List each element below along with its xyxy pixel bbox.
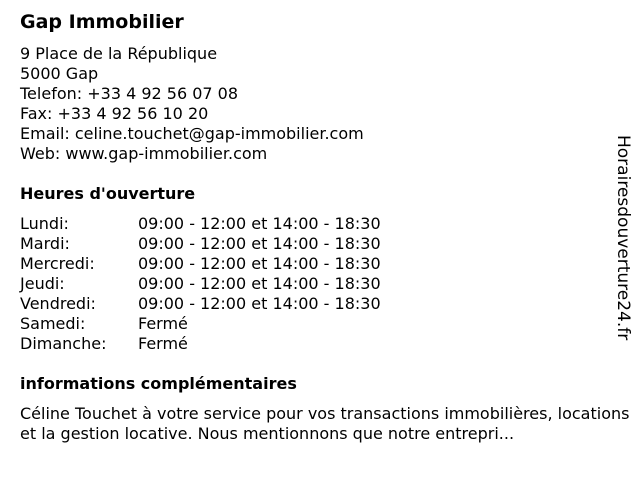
city: 5000 Gap — [20, 64, 99, 83]
day-label: Jeudi: — [20, 274, 65, 293]
hours-value: Fermé — [138, 314, 188, 333]
day-label: Lundi: — [20, 214, 69, 233]
email-address: Email: celine.touchet@gap-immobilier.com — [20, 124, 364, 143]
site-watermark: Horairesdouverture24.fr — [613, 135, 633, 341]
street-address: 9 Place de la République — [20, 44, 218, 63]
additional-info-heading: informations complémentaires — [20, 374, 297, 393]
hours-value: 09:00 - 12:00 et 14:00 - 18:30 — [138, 254, 381, 273]
hours-value: 09:00 - 12:00 et 14:00 - 18:30 — [138, 274, 381, 293]
contact-block — [20, 44, 364, 164]
day-label: Samedi: — [20, 314, 86, 333]
hours-value: Fermé — [138, 334, 188, 353]
day-label: Dimanche: — [20, 334, 107, 353]
day-label: Mardi: — [20, 234, 70, 253]
opening-hours-heading: Heures d'ouverture — [20, 184, 196, 203]
additional-info-text: Céline Touchet à votre service pour vos transactions immobilières, locations et la gestion locative. Nous mentionnons que notre entrepri... — [20, 404, 630, 443]
hours-value: 09:00 - 12:00 et 14:00 - 18:30 — [138, 294, 381, 313]
fax-number: Fax: +33 4 92 56 10 20 — [20, 104, 209, 123]
hours-value: 09:00 - 12:00 et 14:00 - 18:30 — [138, 214, 381, 233]
hours-value: 09:00 - 12:00 et 14:00 - 18:30 — [138, 234, 381, 253]
business-name: Gap Immobilier — [20, 11, 184, 33]
day-label: Mercredi: — [20, 254, 95, 273]
website-address: Web: www.gap-immobilier.com — [20, 144, 268, 163]
day-label: Vendredi: — [20, 294, 96, 313]
phone-number: Telefon: +33 4 92 56 07 08 — [20, 84, 239, 103]
